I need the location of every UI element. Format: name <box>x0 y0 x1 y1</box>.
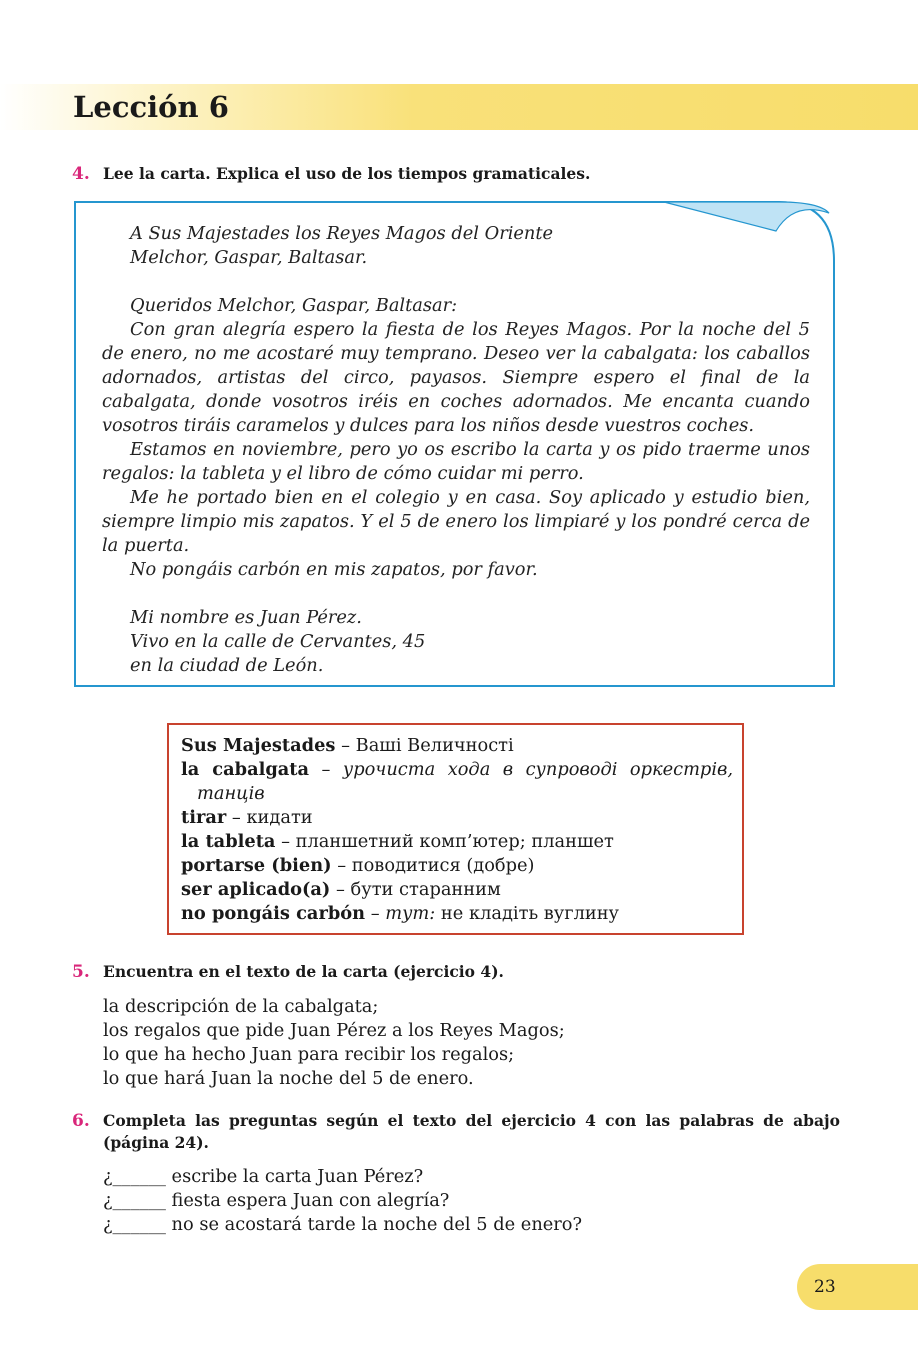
vocab-term: ser aplicado(a) <box>181 879 331 900</box>
letter-paragraph-2: Estamos en noviembre, pero yo os escribo la carta y os pido traerme unos regalos: la tableta y el libro de cómo cuidar mi perro. <box>102 439 810 484</box>
letter-paragraph-1: Con gran alegría espero la fiesta de los Reyes Magos. Por la noche del 5 de enero, no me acostaré muy temprano. Deseo ver la cabalgata: los caballos adornados, artistas del circo, payasos. Siempre espero el final de la cabalgata, donde vosotros iréis en coches adornados. Me encanta cuando vosotros tiráis caramelos y dulces para los niños desde vuestros coches. <box>102 319 810 436</box>
vocab-gloss: поводитися (добре) <box>351 855 535 876</box>
letter-signature-line-1: Mi nombre es Juan Pérez. <box>130 607 362 628</box>
vocab-term: tirar <box>181 807 227 828</box>
vocab-term: no pongáis carbón <box>181 903 366 924</box>
vocab-item <box>181 806 733 830</box>
list-item: lo que ha hecho Juan para recibir los regalos; <box>103 1044 515 1065</box>
vocab-separator: – <box>275 831 296 852</box>
exercise-5-number: 5. <box>72 962 90 982</box>
letter-address-line-1: A Sus Majestades los Reyes Magos del Oriente <box>130 223 554 244</box>
vocab-gloss: планшетний комп’ютер; планшет <box>295 831 614 852</box>
vocab-item-continuation: танців <box>197 783 265 804</box>
vocab-item <box>181 878 733 902</box>
vocab-gloss: не кладіть вуглину <box>435 903 620 924</box>
list-item: la descripción de la cabalgata; <box>103 996 379 1017</box>
vocab-term: portarse (bien) <box>181 855 332 876</box>
list-item: lo que hará Juan la noche del 5 de enero. <box>103 1068 474 1089</box>
exercise-6-instruction: Completa las preguntas según el texto del ejercicio 4 con las palabras de abajo (página 24). <box>103 1111 840 1152</box>
vocab-separator: – <box>330 879 351 900</box>
answer-blank: ¿______ <box>103 1166 166 1187</box>
vocab-item <box>181 758 733 782</box>
vocab-item <box>181 902 733 926</box>
letter-greeting: Queridos Melchor, Gaspar, Baltasar: <box>130 295 458 316</box>
letter-paragraph-4: No pongáis carbón en mis zapatos, por favor. <box>130 559 538 580</box>
vocab-separator: – <box>331 855 352 876</box>
exercise-5-items <box>103 995 843 1091</box>
vocab-gloss: кидати <box>246 807 313 828</box>
vocab-separator: – <box>309 759 343 780</box>
vocab-item <box>181 830 733 854</box>
vocab-term: Sus Majestades <box>181 735 336 756</box>
letter-signature-line-3: en la ciudad de León. <box>130 655 324 676</box>
vocab-note: тут: <box>385 903 436 924</box>
question-text: fiesta espera Juan con alegría? <box>165 1190 450 1211</box>
answer-blank: ¿______ <box>103 1214 166 1235</box>
exercise-4-instruction: Lee la carta. Explica el uso de los tiempos gramaticales. <box>103 164 591 183</box>
question-item <box>103 1213 843 1237</box>
exercise-4-number: 4. <box>72 164 90 184</box>
vocab-term: la cabalgata <box>181 759 310 780</box>
letter-text <box>102 222 810 678</box>
vocab-gloss: урочиста хода в супроводі оркестрів, <box>342 759 734 780</box>
lesson-title: Lección 6 <box>73 90 229 124</box>
answer-blank: ¿______ <box>103 1190 166 1211</box>
page-number: 23 <box>814 1277 836 1297</box>
letter-paragraph-3: Me he portado bien en el colegio y en casa. Soy aplicado y estudio bien, siempre limpio mis zapatos. Y el 5 de enero los limpiaré y los pondré cerca de la puerta. <box>102 487 810 556</box>
question-text: no se acostará tarde la noche del 5 de enero? <box>165 1214 583 1235</box>
question-item <box>103 1189 843 1213</box>
vocab-separator: – <box>365 903 386 924</box>
question-item <box>103 1165 843 1189</box>
exercise-6-items <box>103 1165 843 1237</box>
question-text: escribe la carta Juan Pérez? <box>165 1166 424 1187</box>
vocab-separator: – <box>226 807 247 828</box>
vocab-separator: – <box>335 735 356 756</box>
vocab-term: la tableta <box>181 831 276 852</box>
list-item: los regalos que pide Juan Pérez a los Reyes Magos; <box>103 1020 565 1041</box>
letter-address-line-2: Melchor, Gaspar, Baltasar. <box>130 247 368 268</box>
exercise-6-number: 6. <box>72 1111 90 1131</box>
letter-signature-line-2: Vivo en la calle de Cervantes, 45 <box>130 631 426 652</box>
vocab-item <box>181 854 733 878</box>
vocab-gloss: Ваші Величності <box>355 735 514 756</box>
vocab-gloss: бути старанним <box>350 879 501 900</box>
exercise-5-instruction: Encuentra en el texto de la carta (ejercicio 4). <box>103 962 504 981</box>
vocab-item <box>181 734 733 758</box>
vocabulary-list <box>181 734 733 926</box>
